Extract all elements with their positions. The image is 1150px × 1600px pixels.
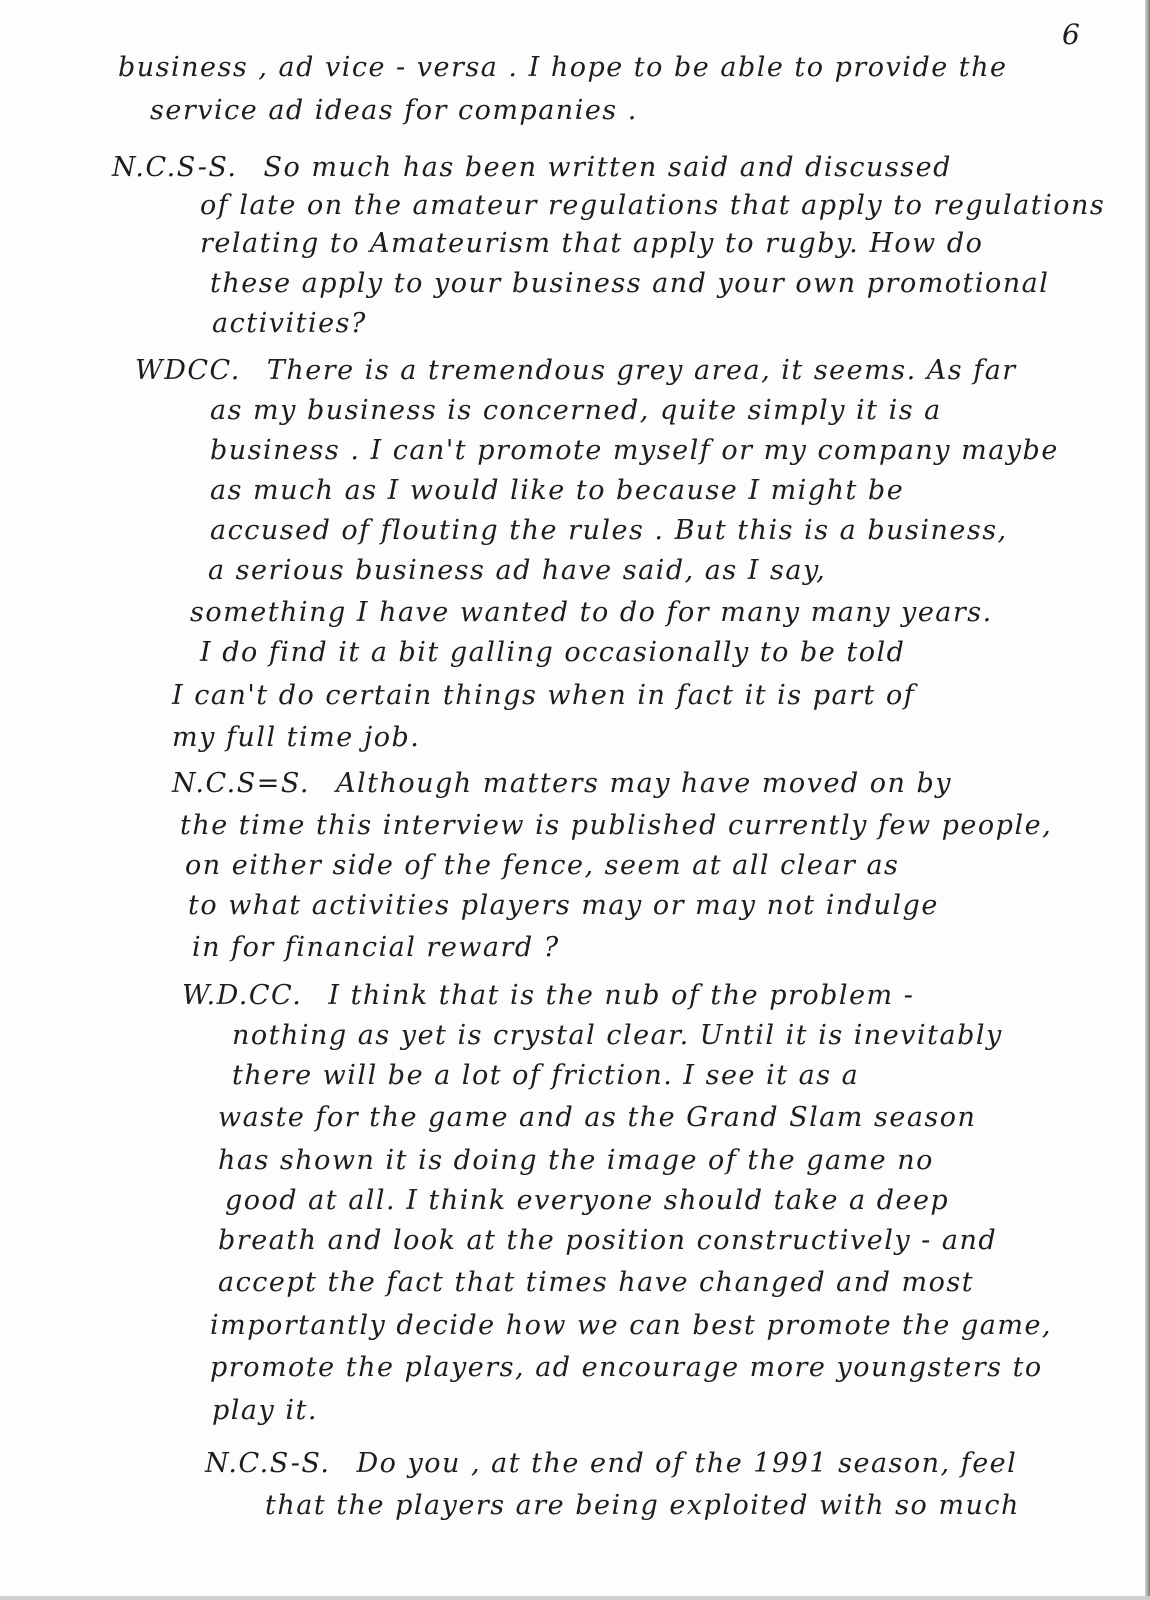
line-text: these apply to your business and your own promotional — [210, 268, 1050, 299]
transcript-line — [210, 435, 1059, 467]
transcript-line — [112, 152, 952, 184]
line-text: there will be a lot of friction. I see it as a — [232, 1060, 860, 1091]
transcript-line — [180, 810, 1052, 842]
transcript-line — [232, 1020, 1003, 1052]
transcript-line — [200, 637, 905, 669]
transcript-line — [225, 1185, 949, 1217]
transcript-line — [192, 932, 560, 964]
line-text: as my business is concerned, quite simply it is a — [210, 395, 942, 426]
line-text: waste for the game and as the Grand Slam season — [218, 1102, 977, 1133]
transcript-line — [218, 1145, 934, 1177]
transcript-line — [185, 850, 899, 882]
line-text: has shown it is doing the image of the game no — [218, 1145, 934, 1176]
line-text: to what activities players may or may not indulge — [188, 890, 939, 921]
line-text: activities? — [212, 308, 367, 339]
line-text: play it. — [212, 1395, 318, 1426]
line-text: in for financial reward ? — [192, 932, 560, 963]
line-text: relating to Amateurism that apply to rugby. How do — [200, 228, 984, 259]
page-bottom-edge — [0, 1596, 1150, 1600]
line-text: importantly decide how we can best promote the game, — [210, 1310, 1053, 1341]
line-text: a serious business ad have said, as I say, — [208, 555, 827, 586]
transcript-line — [172, 768, 952, 800]
line-text: of late on the amateur regulations that apply to regulations — [200, 190, 1106, 221]
transcript-line — [182, 980, 914, 1012]
line-text: Although matters may have moved on by — [336, 768, 953, 799]
transcript-line — [208, 555, 826, 587]
transcript-line — [210, 268, 1049, 300]
transcript-line — [200, 190, 1105, 222]
transcript-line — [212, 308, 367, 340]
line-text: as much as I would like to because I might be — [210, 475, 905, 506]
line-text: business . I can't promote myself or my company maybe — [210, 435, 1059, 466]
transcript-line — [190, 597, 993, 629]
line-text: accused of flouting the rules . But this is a business, — [210, 515, 1008, 546]
line-text: business , ad vice - versa . I hope to be able to provide the — [118, 52, 1008, 83]
transcript-line — [218, 1267, 974, 1299]
speaker-label: N.C.S-S. — [205, 1448, 331, 1479]
transcript-line — [218, 1102, 976, 1134]
transcript-line — [205, 1448, 1017, 1480]
line-text: I do find it a bit galling occasionally to be told — [200, 637, 906, 668]
transcript-line — [118, 52, 1008, 84]
page-number: 6 — [1062, 18, 1080, 51]
transcript-line — [150, 95, 638, 127]
line-text: something I have wanted to do for many many years. — [190, 597, 993, 628]
line-text: breath and look at the position constructively - and — [218, 1225, 998, 1256]
transcript-line — [210, 1310, 1052, 1342]
transcript-line — [265, 1490, 1020, 1522]
page-edge-shadow — [1145, 0, 1150, 1600]
transcript-line — [172, 680, 915, 712]
line-text: accept the fact that times have changed and most — [218, 1267, 975, 1298]
line-text: on either side of the fence, seem at all clear as — [185, 850, 900, 881]
transcript-line — [218, 1225, 997, 1257]
transcript-line — [212, 1395, 318, 1427]
speaker-label: W.D.CC. — [182, 980, 303, 1011]
transcript-line — [210, 395, 942, 427]
transcript-line — [232, 1060, 859, 1092]
transcript-line — [200, 228, 983, 260]
line-text: my full time job. — [172, 722, 421, 753]
line-text: nothing as yet is crystal clear. Until it is inevitably — [232, 1020, 1003, 1051]
line-text: I can't do certain things when in fact it is part of — [172, 680, 916, 711]
line-text: the time this interview is published currently few people, — [180, 810, 1053, 841]
transcript-line — [210, 1352, 1043, 1384]
speaker-label: N.C.S-S. — [112, 152, 238, 183]
transcript-line — [135, 355, 1017, 387]
line-text: Do you , at the end of the 1991 season, feel — [356, 1448, 1018, 1479]
transcript-line — [172, 722, 420, 754]
transcript-line — [210, 515, 1008, 547]
line-text: good at all. I think everyone should take a deep — [225, 1185, 950, 1216]
line-text: So much has been written said and discussed — [263, 152, 952, 183]
speaker-label: WDCC. — [135, 355, 241, 386]
line-text: I think that is the nub of the problem - — [328, 980, 915, 1011]
transcript-line — [210, 475, 904, 507]
transcript-line — [188, 890, 939, 922]
line-text: service ad ideas for companies . — [150, 95, 638, 126]
line-text: There is a tremendous grey area, it seems. As far — [266, 355, 1017, 386]
line-text: promote the players, ad encourage more youngsters to — [210, 1352, 1043, 1383]
line-text: that the players are being exploited with so much — [265, 1490, 1020, 1521]
speaker-label: N.C.S=S. — [172, 768, 310, 799]
